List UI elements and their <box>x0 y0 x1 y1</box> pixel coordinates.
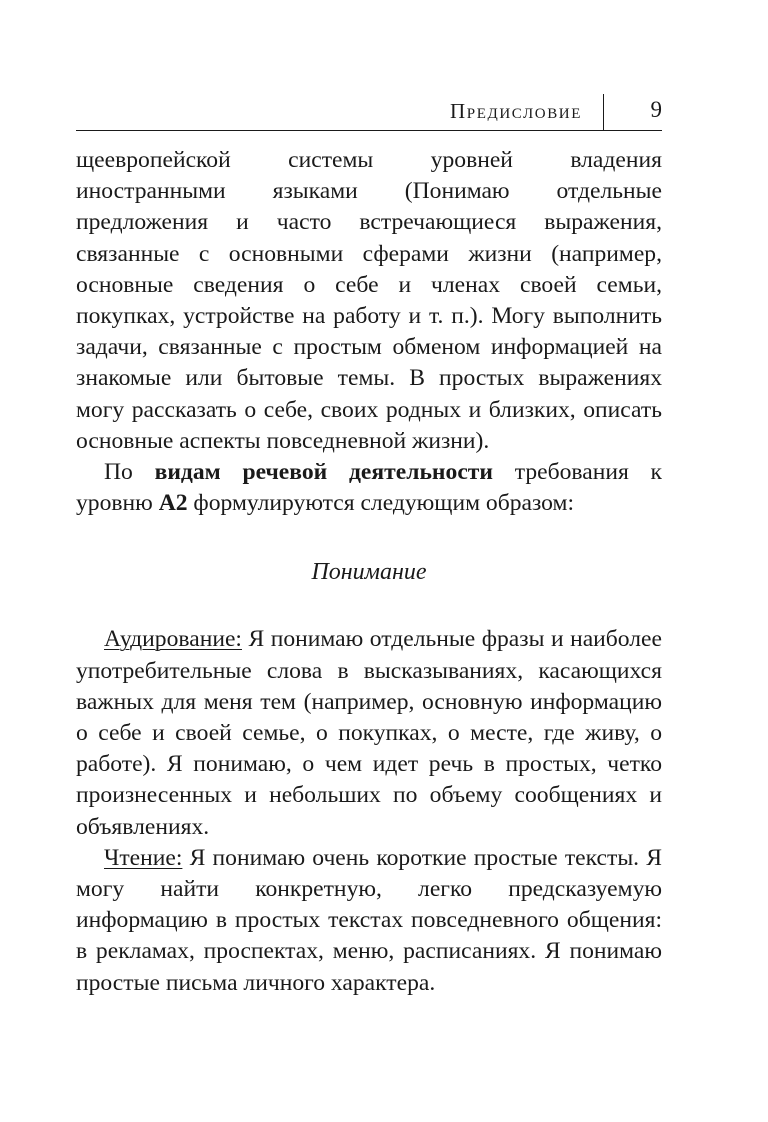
running-header <box>76 88 662 131</box>
paragraph-intro: щеевропейской системы уровней владения иностранными языками (Понимаю отдельные предложения и часто встречающиеся выражения, связанные с основными сферами жизни (например, основные сведения о себе и членах своей семьи, покупках, устройстве на работу и т. п.). Могу выполнить задачи, связанные с простым обменом информацией на знакомые или бытовые темы. В простых выражениях могу рассказать о себе, своих родных и близких, описать основные аспекты повседневной жизни). <box>76 147 662 454</box>
level-code: А2 <box>158 490 188 517</box>
header-separator <box>603 94 604 130</box>
levels-text-3: формулируются следующим образом: <box>187 490 575 517</box>
running-title: Предисловие <box>450 99 582 123</box>
levels-text-2: требования к уровню <box>76 459 663 517</box>
page-number: 9 <box>650 97 662 122</box>
speech-activity-types: видам речевой деятельности <box>154 459 493 486</box>
paragraph-reading <box>76 843 662 999</box>
paragraph-listening <box>76 624 662 842</box>
reading-label: Чтение: <box>104 844 183 871</box>
paragraph-levels <box>76 457 662 519</box>
reading-text: Я понимаю очень короткие простые тексты. Я могу найти конкретную, легко предсказуемую информацию в простых текстах повседневного общения: в рекламах, проспектах, меню, расписаниях. Я понимаю простые письма личного характера. <box>76 844 662 996</box>
listening-label: Аудирование: <box>104 626 242 653</box>
listening-text: Я понимаю отдельные фразы и наиболее употребительные слова в высказываниях, касающихся важных для меня тем (например, основную информацию о себе и своей семье, о покупках, о месте, где живу, о работе). Я понимаю, о чем идет речь в простых, четко произнесенных и небольших по объему сообщениях и объявлениях. <box>76 626 662 840</box>
levels-text-1: По <box>104 459 155 486</box>
section-heading: Понимание <box>311 559 427 586</box>
body-text <box>76 145 662 999</box>
book-page <box>76 0 662 1122</box>
